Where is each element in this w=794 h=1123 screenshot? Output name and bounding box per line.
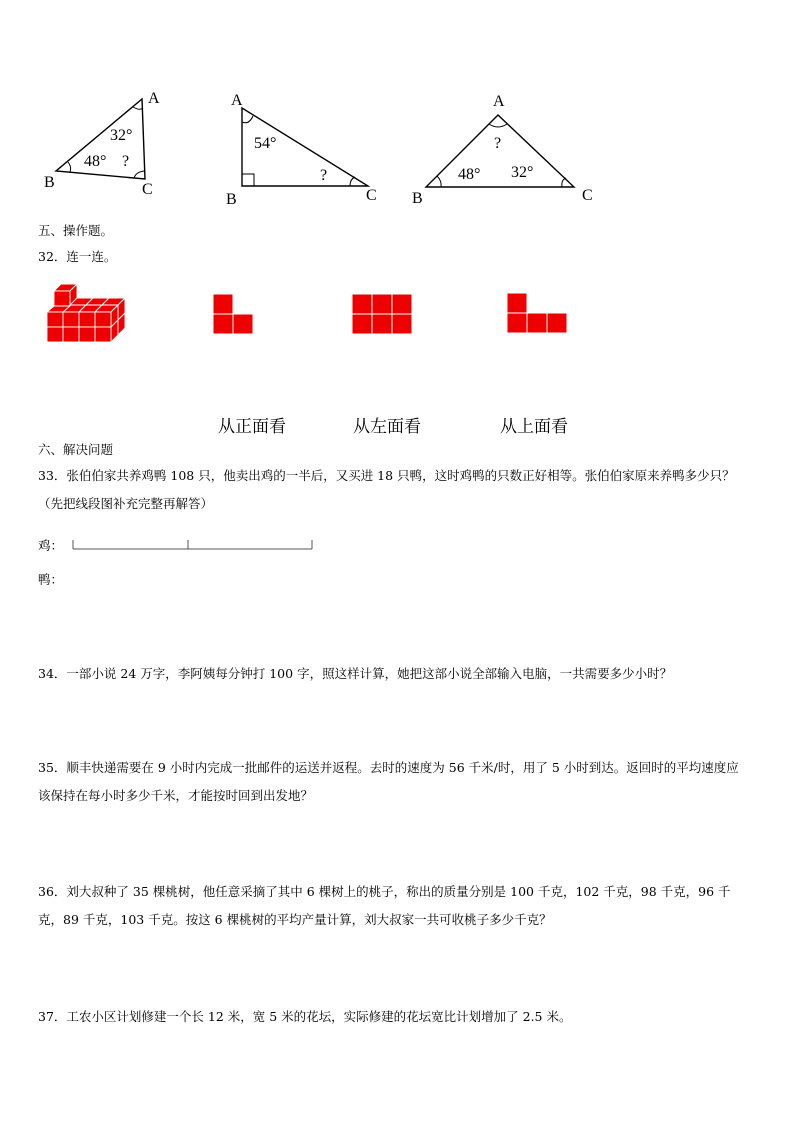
vertex-label: C	[142, 181, 153, 198]
question-33: 33．张伯伯家共养鸡鸭 108 只，他卖出鸡的一半后，又买进 18 只鸭，这时鸡鸭的只数正好相等。张伯伯家原来养鸭多少只？（先把线段图补充完整再解答）	[38, 468, 735, 511]
section-title: 五、操作题。	[38, 223, 114, 238]
angle-label: ?	[122, 153, 130, 170]
vertex-label: C	[366, 187, 377, 204]
question-35: 35．顺丰快递需要在 9 小时内完成一批邮件的运送并返程。去时的速度为 56 千米/时，用了 5 小时到达。返回时的平均速度应该保持在每小时多少千米，才能按时回到出发地？	[38, 760, 739, 803]
view-label-left: 从左面看	[353, 417, 421, 437]
vertex-label: A	[493, 93, 505, 110]
view-label-top: 从上面看	[500, 417, 568, 437]
view-label-front: 从正面看	[218, 417, 286, 437]
vertex-label: B	[226, 191, 237, 208]
duck-label: 鸭：	[38, 572, 64, 587]
view-shape-c	[506, 292, 570, 334]
question-32: 32．连一连。	[38, 249, 117, 264]
view-shape-a	[212, 293, 256, 335]
angle-label: 32°	[511, 164, 534, 181]
chicken-label: 鸡：	[38, 538, 64, 553]
angle-label: ?	[320, 167, 328, 184]
vertex-label: C	[582, 187, 593, 204]
angle-label: 48°	[84, 153, 107, 170]
triangle-figure-3	[410, 90, 610, 208]
vertex-label: A	[231, 92, 243, 109]
section-title: 六、解决问题	[38, 442, 114, 457]
chicken-segment	[72, 538, 316, 552]
angle-label: 54°	[254, 135, 277, 152]
question-37: 37．工农小区计划修建一个长 12 米，宽 5 米的花坛，实际修建的花坛宽比计划增加了 2.5 米。	[38, 1009, 572, 1024]
angle-label: 32°	[110, 127, 133, 144]
question-36: 36．刘大叔种了 35 棵桃树，他任意采摘了其中 6 棵树上的桃子，称出的质量分别是 100 千克，102 千克，98 千克，96 千克，89 千克，103 千克。按这 6 棵桃树的平均产量计算，刘大叔家一共可收桃子多少千克？	[38, 884, 731, 927]
vertex-label: B	[412, 190, 423, 207]
triangle-figure-2	[222, 88, 392, 210]
angle-label: ?	[494, 135, 502, 152]
question-34: 34．一部小说 24 万字，李阿姨每分钟打 100 字，照这样计算，她把这部小说全部输入电脑，一共需要多少小时？	[38, 666, 673, 681]
triangle-figure-1	[40, 84, 180, 199]
cube-stack-figure	[44, 282, 128, 344]
view-shape-b	[351, 293, 415, 335]
vertex-label: B	[44, 174, 55, 191]
angle-label: 48°	[458, 166, 481, 183]
vertex-label: A	[148, 90, 160, 107]
